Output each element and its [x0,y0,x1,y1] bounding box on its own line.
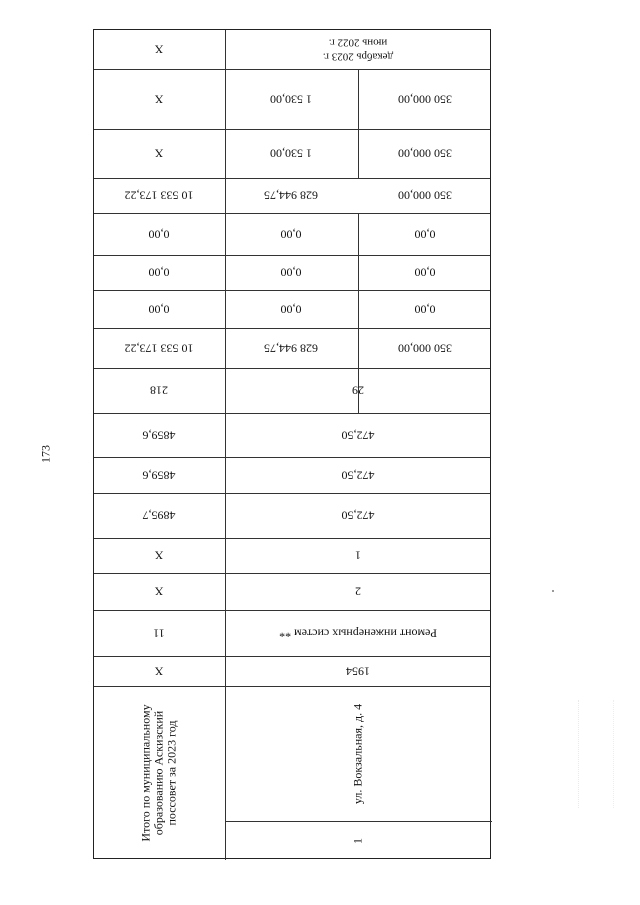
scan-speck [552,590,554,592]
cell-r6-c1: 0,00 [148,302,170,317]
cell-r3-c1: 10 533 173,22 [124,188,194,203]
total-label: Итого по муниципальному образованию Аскизский поссовет за 2023 год [138,704,179,842]
cell-r14-c2: Ремонт инженерных систем ** [279,626,437,641]
cell-r1-c2: 1 530,00 [270,92,312,107]
cell-r9-c2: 472,50 [341,428,375,443]
cell-r5-c1: 0,00 [148,265,170,280]
cell-r0-c2: июнь 2022 г. [328,36,388,49]
cell-r0-c1: X [154,42,164,57]
cell-r9-c1: 4859,6 [142,428,176,443]
cell-r2-c3: 350 000,00 [398,146,452,161]
page-number: 173 [38,445,53,463]
cell-r0-c2b: декабрь 2023 г. [322,50,394,63]
cell-r4-c3: 0,00 [414,227,436,242]
cell-r2-c1: X [154,146,164,161]
cell-r12-c2: 1 [355,548,361,563]
cell-r11-c2: 472,50 [341,508,375,523]
cell-r4-c2: 0,00 [280,227,302,242]
cell-r3-c2: 628 944,75 [264,188,318,203]
cell-r1-c3: 350 000,00 [398,92,452,107]
cell-r1-c1: X [154,92,164,107]
cell-r10-c1: 4859,6 [142,468,176,483]
cell-r15-c1: X [154,664,164,679]
cell-r12-c1: X [154,548,164,563]
cell-r15-c2: 1954 [346,664,370,679]
cell-r8-c2: 29 [352,383,364,398]
cell-r3-c3: 350 000,00 [398,188,452,203]
cell-r13-c1: X [154,584,164,599]
cell-r11-c1: 4895,7 [142,508,176,523]
cell-r5-c2: 0,00 [280,265,302,280]
cell-r5-c3: 0,00 [414,265,436,280]
cell-r14-c1: 11 [153,626,165,641]
scan-artifact [578,700,614,808]
cell-r13-c2: 2 [355,584,361,599]
cell-r4-c1: 0,00 [148,227,170,242]
cell-r6-c3: 0,00 [414,302,436,317]
cell-r8-c1: 218 [150,383,168,398]
address-cell: ул. Вокзальная, д. 4 [350,703,365,805]
index-cell: 1 [350,838,365,844]
cell-r7-c3: 350 000,00 [398,341,452,356]
cell-r2-c2: 1 530,00 [270,146,312,161]
cell-r7-c1: 10 533 173,22 [124,341,194,356]
cell-r10-c2: 472,50 [341,468,375,483]
document-table [93,29,491,859]
cell-r7-c2: 628 944,75 [264,341,318,356]
cell-r6-c2: 0,00 [280,302,302,317]
